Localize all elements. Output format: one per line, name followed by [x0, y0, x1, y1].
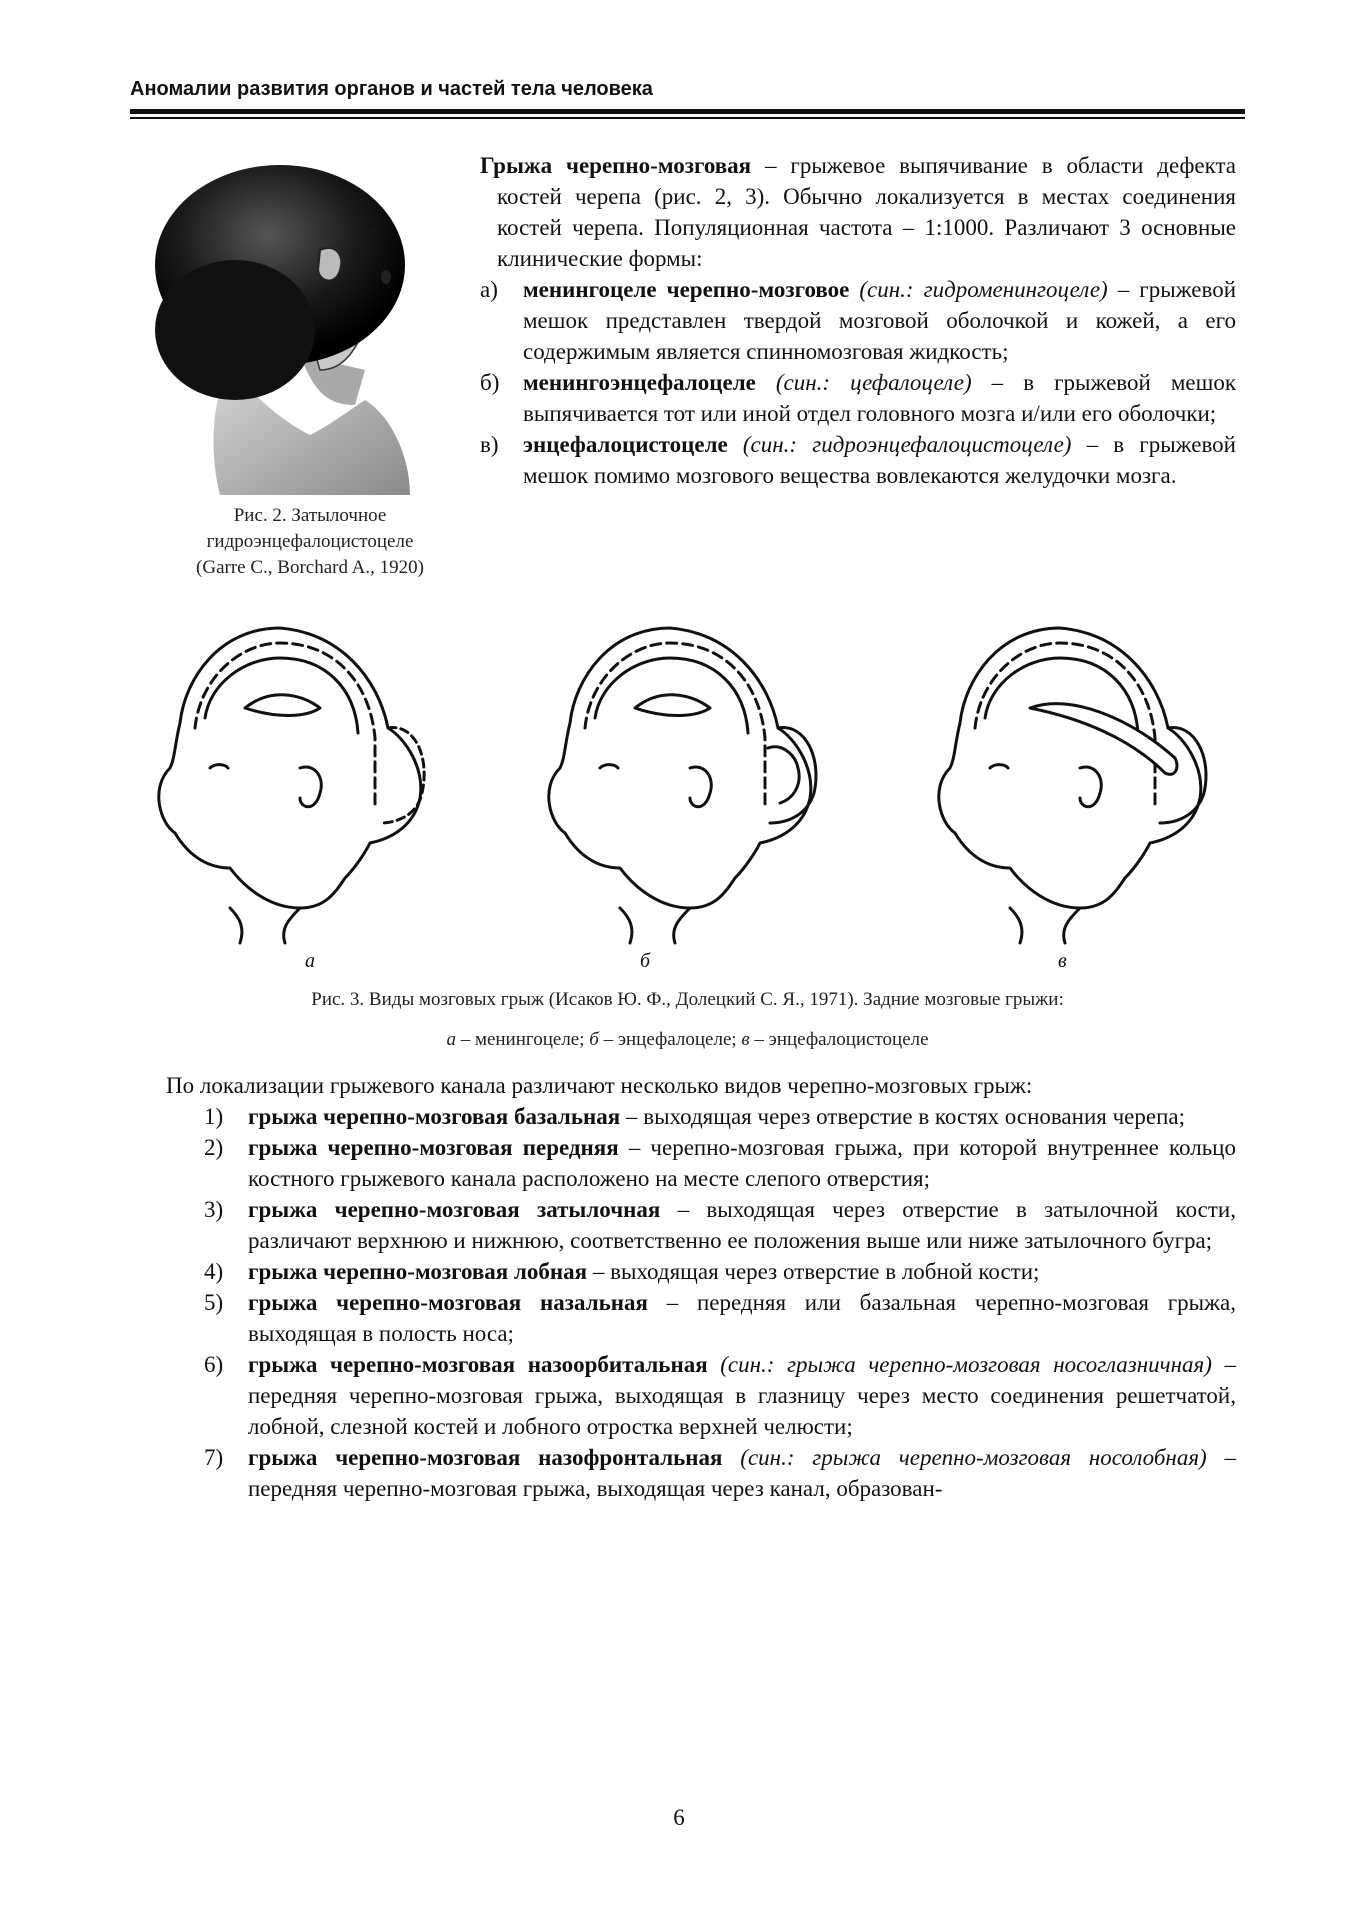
header-rule-thick — [130, 109, 1245, 114]
figure2-caption-line3: (Garre C., Borchard A., 1920) — [196, 557, 424, 578]
localization-list — [166, 1101, 1236, 1504]
legend-text-b: – энцефалоцеле; — [598, 1029, 742, 1050]
item-term: грыжа черепно-мозговая базальная — [248, 1104, 621, 1129]
item-term: грыжа черепно-мозговая передняя — [248, 1135, 619, 1160]
form-synonym: (син.: гидроэнцефалоцистоцеле) — [727, 432, 1072, 457]
clinical-forms-list — [480, 274, 1236, 491]
item-text: – выходящая через отверстие в затылочной кости, различают верхнюю и нижнюю, соответственно ее положения выше или ниже затылочного бугра; — [248, 1197, 1236, 1253]
item-text: – выходящая через отверстие в костях основания черепа; — [620, 1104, 1185, 1129]
form-synonym: (син.: гидроменингоцеле) — [849, 277, 1108, 302]
form-marker: в) — [480, 432, 499, 457]
page-number: 6 — [673, 1805, 685, 1830]
item-term: грыжа черепно-мозговая назофронтальная — [248, 1445, 723, 1470]
intro-section — [480, 150, 1236, 491]
form-item — [480, 429, 1236, 491]
localization-item — [166, 1256, 1236, 1287]
legend-text-a: – менингоцеле; — [455, 1029, 590, 1050]
localization-item — [166, 1101, 1236, 1132]
figure2-caption-line1: Рис. 2. Затылочное — [233, 505, 387, 526]
form-item — [480, 274, 1236, 367]
legend-letter-b: б — [589, 1029, 599, 1050]
form-text: – грыжевой мешок представлен твердой мозговой оболочкой и кожей, а его содержимым является спинномозговая жидкость; — [523, 277, 1237, 364]
figure3-caption-legend — [130, 1028, 1245, 1052]
figure2-caption-line2: гидроэнцефалоцистоцеле — [206, 531, 414, 552]
form-item — [480, 367, 1236, 429]
form-marker: а) — [480, 277, 498, 302]
item-term: грыжа черепно-мозговая назальная — [248, 1290, 648, 1315]
figure3-svg — [150, 618, 1240, 968]
legend-letter-a: а — [446, 1029, 456, 1050]
item-term: грыжа черепно-мозговая затылочная — [248, 1197, 661, 1222]
localization-item — [166, 1132, 1236, 1194]
item-synonym: (син.: грыжа черепно-мозговая носоглазничная) — [707, 1352, 1212, 1377]
item-term: грыжа черепно-мозговая назоорбитальная — [248, 1352, 708, 1377]
head-b-drawing — [549, 628, 816, 943]
item-number: 7) — [204, 1445, 224, 1470]
figure3-caption: Рис. 3. Виды мозговых грыж (Исаков Ю. Ф., Долецкий С. Я., 1971). Задние мозговые грыжи: — [311, 989, 1064, 1010]
item-number: 6) — [204, 1352, 224, 1377]
legend-letter-c: в — [741, 1029, 750, 1050]
form-term: энцефалоцистоцеле — [523, 432, 728, 457]
localization-item — [166, 1442, 1236, 1504]
figure3-label-b: б — [640, 950, 651, 972]
figure3-drawings — [150, 618, 1240, 968]
localization-section — [166, 1070, 1236, 1504]
head-c-drawing — [939, 628, 1206, 943]
item-number: 4) — [204, 1259, 224, 1284]
item-text: – выходящая через отверстие в лобной кости; — [587, 1259, 1040, 1284]
item-term: грыжа черепно-мозговая лобная — [248, 1259, 588, 1284]
intro-term: Грыжа черепно-мозговая — [480, 153, 752, 178]
figure3-label-c: в — [1058, 950, 1067, 972]
form-term: менингоэнцефалоцеле — [523, 370, 756, 395]
item-text: – передняя черепно-мозговая грыжа, выходящая в глазницу через место соединения решетчатой, лобной, слезной костей и лобного отростка верхней челюсти; — [248, 1352, 1236, 1439]
form-marker: б) — [480, 370, 500, 395]
item-number: 3) — [204, 1197, 224, 1222]
item-number: 2) — [204, 1135, 224, 1160]
localization-item — [166, 1194, 1236, 1256]
running-header: Аномалии развития органов и частей тела человека — [130, 78, 653, 100]
localization-item — [166, 1287, 1236, 1349]
figure2-caption — [160, 503, 460, 581]
item-number: 5) — [204, 1290, 224, 1315]
item-synonym: (син.: грыжа черепно-мозговая носолобная) — [722, 1445, 1207, 1470]
figure2-photo — [140, 155, 460, 495]
form-text: – в грыжевой мешок помимо мозгового вещества вовлекаются желудочки мозга. — [523, 432, 1236, 488]
intro-paragraph — [480, 150, 1236, 274]
item-number: 1) — [204, 1104, 224, 1129]
form-synonym: (син.: цефалоцеле) — [755, 370, 972, 395]
item-text: – передняя или базальная черепно-мозговая грыжа, выходящая в полость носа; — [248, 1290, 1236, 1346]
legend-text-c: – энцефалоцистоцеле — [749, 1029, 929, 1050]
form-term: менингоцеле черепно-мозговое — [523, 277, 850, 302]
intro-text: – грыжевое выпячивание в области дефекта костей черепа (рис. 2, 3). Обычно локализуется в местах соединения костей черепа. Популяционная частота – 1:1000. Различают 3 основные клинические формы: — [497, 153, 1236, 271]
localization-intro: По локализации грыжевого канала различают несколько видов черепно-мозговых грыж: — [166, 1073, 1033, 1098]
header-rule-thin — [130, 117, 1245, 119]
item-text: – передняя черепно-мозговая грыжа, выходящая через канал, образован- — [248, 1445, 1237, 1501]
localization-item — [166, 1349, 1236, 1442]
figure3-label-a: а — [305, 950, 315, 972]
item-text: – черепно-мозговая грыжа, при которой внутреннее кольцо костного грыжевого канала расположено на месте слепого отверстия; — [248, 1135, 1236, 1191]
head-a-drawing — [159, 628, 424, 943]
form-text: – в грыжевой мешок выпячивается тот или иной отдел головного мозга и/или его оболочки; — [523, 370, 1237, 426]
